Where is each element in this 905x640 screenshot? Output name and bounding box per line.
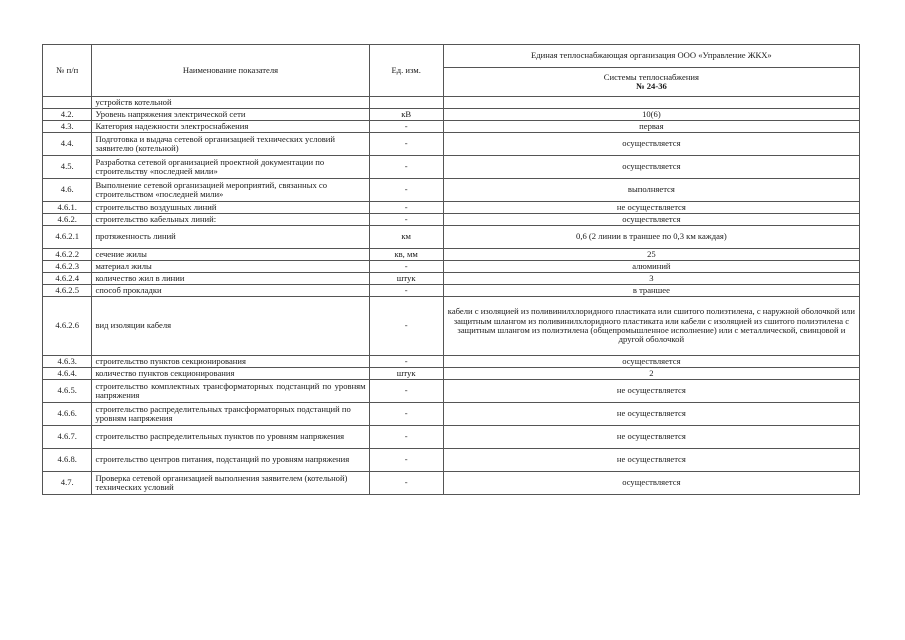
table-row xyxy=(43,285,860,297)
row-value: не осуществляется xyxy=(443,202,859,214)
row-value: 10(6) xyxy=(443,109,859,121)
row-unit: - xyxy=(369,426,443,449)
row-num: 4.2. xyxy=(43,109,92,121)
table-row xyxy=(43,449,860,472)
table-row xyxy=(43,121,860,133)
table-row xyxy=(43,368,860,380)
row-value: в траншее xyxy=(443,285,859,297)
header-unit: Ед. изм. xyxy=(369,45,443,97)
header-org: Единая теплоснабжающая организация ООО «Управление ЖКХ» xyxy=(443,45,859,68)
row-name: количество жил в линии xyxy=(92,273,369,285)
header-name: Наименование показателя xyxy=(92,45,369,97)
table-row xyxy=(43,472,860,495)
indicators-table xyxy=(42,44,860,495)
row-name: протяженность линий xyxy=(92,226,369,249)
row-name: строительство пунктов секционирования xyxy=(92,356,369,368)
row-unit: - xyxy=(369,472,443,495)
table-row xyxy=(43,261,860,273)
table-body xyxy=(43,97,860,495)
row-name: Выполнение сетевой организацией мероприятий, связанных со строительством «последней мили» xyxy=(92,179,369,202)
row-unit: - xyxy=(369,356,443,368)
row-name: вид изоляции кабеля xyxy=(92,297,369,356)
row-value: осуществляется xyxy=(443,214,859,226)
row-value: 2 xyxy=(443,368,859,380)
table-header xyxy=(43,45,860,97)
table-row xyxy=(43,133,860,156)
header-systems-line1: Системы теплоснабжения xyxy=(603,71,699,82)
table-row xyxy=(43,273,860,285)
row-unit: км xyxy=(369,226,443,249)
row-value: не осуществляется xyxy=(443,449,859,472)
row-name: строительство кабельных линий: xyxy=(92,214,369,226)
row-num: 4.6.1. xyxy=(43,202,92,214)
table-row xyxy=(43,356,860,368)
row-unit: - xyxy=(369,214,443,226)
row-unit xyxy=(369,97,443,109)
table-row xyxy=(43,249,860,261)
row-unit: - xyxy=(369,133,443,156)
row-name: Подготовка и выдача сетевой организацией технических условий заявителю (котельной) xyxy=(92,133,369,156)
row-num: 4.6.2.5 xyxy=(43,285,92,297)
row-unit: - xyxy=(369,202,443,214)
row-num: 4.6.5. xyxy=(43,380,92,403)
row-unit: - xyxy=(369,121,443,133)
row-num: 4.6.3. xyxy=(43,356,92,368)
row-name: количество пунктов секционирования xyxy=(92,368,369,380)
header-systems xyxy=(443,68,859,97)
table-row xyxy=(43,109,860,121)
row-name: строительство центров питания, подстанций по уровням напряжения xyxy=(92,449,369,472)
row-num: 4.6.2.3 xyxy=(43,261,92,273)
row-value: алюминий xyxy=(443,261,859,273)
row-name: строительство распределительных пунктов по уровням напряжения xyxy=(92,426,369,449)
row-value: не осуществляется xyxy=(443,380,859,403)
table-row xyxy=(43,179,860,202)
row-num: 4.6.6. xyxy=(43,403,92,426)
row-unit: - xyxy=(369,403,443,426)
table-row xyxy=(43,202,860,214)
header-num: № п/п xyxy=(43,45,92,97)
row-name: сечение жилы xyxy=(92,249,369,261)
row-unit: - xyxy=(369,156,443,179)
table-row xyxy=(43,297,860,356)
row-num: 4.6.2.1 xyxy=(43,226,92,249)
row-value: не осуществляется xyxy=(443,403,859,426)
row-name: Разработка сетевой организацией проектной документации по строительству «последней мили» xyxy=(92,156,369,179)
row-value: осуществляется xyxy=(443,156,859,179)
row-value: кабели с изоляцией из поливинилхлоридного пластиката или сшитого полиэтилена, с наружной оболочкой или защитным шлангом из поливинилхлоридного пластиката или кабели с изоляцией из сшитого полиэтилена с защитным шлангом из полиэтилена (общепромышленное исполнение) или с металлической, свинцовой и другой оболочкой xyxy=(443,297,859,356)
table-row xyxy=(43,97,860,109)
row-num xyxy=(43,97,92,109)
row-name: Проверка сетевой организацией выполнения заявителем (котельной) технических условий xyxy=(92,472,369,495)
row-name: строительство воздушных линий xyxy=(92,202,369,214)
row-value: 25 xyxy=(443,249,859,261)
row-num: 4.4. xyxy=(43,133,92,156)
row-value: не осуществляется xyxy=(443,426,859,449)
row-name: материал жилы xyxy=(92,261,369,273)
header-systems-line2: № 24-36 xyxy=(635,81,667,91)
table-row xyxy=(43,380,860,403)
row-unit: кв, мм xyxy=(369,249,443,261)
row-value: первая xyxy=(443,121,859,133)
row-name: Категория надежности электроснабжения xyxy=(92,121,369,133)
row-num: 4.6.2.4 xyxy=(43,273,92,285)
row-unit: штук xyxy=(369,273,443,285)
row-unit: - xyxy=(369,179,443,202)
row-unit: штук xyxy=(369,368,443,380)
table-row xyxy=(43,226,860,249)
row-unit: - xyxy=(369,449,443,472)
row-num: 4.6.2.6 xyxy=(43,297,92,356)
row-unit: кВ xyxy=(369,109,443,121)
row-value: выполняется xyxy=(443,179,859,202)
row-num: 4.6. xyxy=(43,179,92,202)
row-num: 4.3. xyxy=(43,121,92,133)
row-value xyxy=(443,97,859,109)
row-value: 0,6 (2 линии в траншее по 0,3 км каждая) xyxy=(443,226,859,249)
row-num: 4.6.2. xyxy=(43,214,92,226)
row-name: способ прокладки xyxy=(92,285,369,297)
row-unit: - xyxy=(369,380,443,403)
row-num: 4.7. xyxy=(43,472,92,495)
table-row xyxy=(43,156,860,179)
row-value: осуществляется xyxy=(443,133,859,156)
row-num: 4.6.8. xyxy=(43,449,92,472)
table-row xyxy=(43,214,860,226)
row-value: осуществляется xyxy=(443,472,859,495)
row-unit: - xyxy=(369,285,443,297)
row-unit: - xyxy=(369,261,443,273)
row-name: устройств котельной xyxy=(92,97,369,109)
row-name: строительство распределительных трансформаторных подстанций по уровням напряжения xyxy=(92,403,369,426)
table-row xyxy=(43,426,860,449)
row-unit: - xyxy=(369,297,443,356)
row-num: 4.6.2.2 xyxy=(43,249,92,261)
table-row xyxy=(43,403,860,426)
row-value: осуществляется xyxy=(443,356,859,368)
row-num: 4.5. xyxy=(43,156,92,179)
row-name: строительство комплектных трансформаторных подстанций по уровням напряжения xyxy=(92,380,369,403)
row-num: 4.6.4. xyxy=(43,368,92,380)
row-name: Уровень напряжения электрической сети xyxy=(92,109,369,121)
row-num: 4.6.7. xyxy=(43,426,92,449)
row-value: 3 xyxy=(443,273,859,285)
